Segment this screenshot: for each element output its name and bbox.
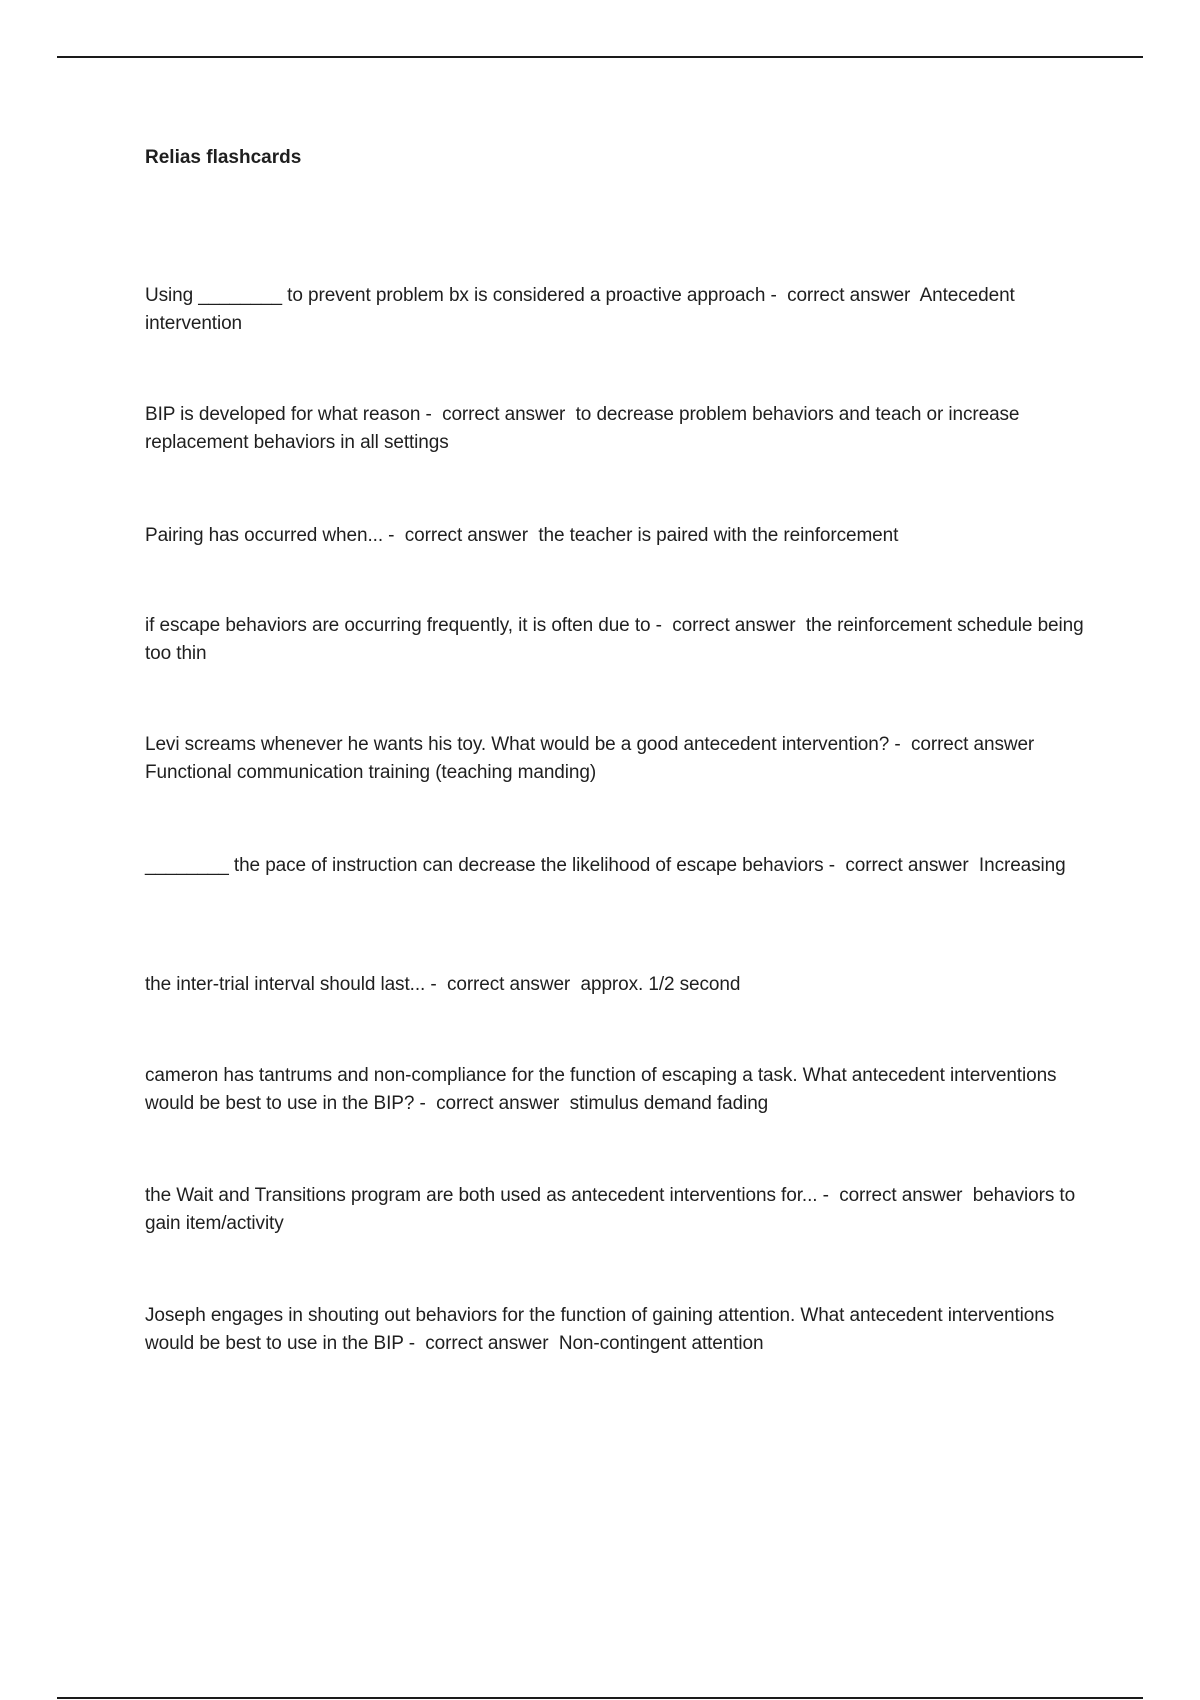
separator: - [420,404,443,425]
answer-label: correct answer [672,615,796,636]
flashcard-answer: behaviors to gain item/activity [145,1185,1081,1234]
flashcard [145,731,1090,787]
answer-label: correct answer [839,1185,963,1206]
answer-label: correct answer [845,855,969,876]
separator: - [383,525,405,546]
separator: - [425,974,447,995]
separator: - [403,1333,426,1354]
flashcard-answer: Functional communication training (teaching manding) [145,762,597,783]
flashcard-question: ________ the pace of instruction can decrease the likelihood of escape behaviors [145,855,824,876]
flashcard-question: Using ________ to prevent problem bx is considered a proactive approach [145,285,766,306]
flashcard-question: the inter-trial interval should last... [145,974,426,995]
flashcard [145,1182,1090,1238]
separator: - [765,285,788,306]
answer-label: correct answer [442,404,566,425]
top-rule [57,56,1143,58]
flashcard [145,1062,1090,1118]
flashcard-question: cameron has tantrums and non-compliance for the function of escaping a task. What antecedent interventions would be best to use in the BIP? [145,1065,1062,1114]
flashcard-answer: the teacher is paired with the reinforcement [538,525,899,546]
flashcard-question: if escape behaviors are occurring frequently, it is often due to [145,615,651,636]
flashcard-answer: Antecedent intervention [145,285,1020,334]
separator: - [889,734,911,755]
document-title: Relias flashcards [145,147,302,168]
flashcard-question: Pairing has occurred when... [145,525,383,546]
flashcard-answer: Non-contingent attention [558,1333,764,1354]
flashcard-answer: to decrease problem behaviors and teach or increase replacement behaviors in all settings [145,404,1025,453]
flashcard [145,612,1090,668]
flashcard-answer: approx. 1/2 second [580,974,741,995]
flashcard [145,401,1090,457]
flashcard-question: Levi screams whenever he wants his toy. What would be a good antecedent intervention? [145,734,890,755]
flashcard-answer: Increasing [978,855,1066,876]
flashcard [145,852,1090,880]
separator: - [817,1185,840,1206]
flashcard [145,522,1090,550]
answer-label: correct answer [446,974,571,995]
answer-label: correct answer [910,734,1035,755]
flashcard [145,282,1090,338]
flashcard-answer: stimulus demand fading [569,1093,769,1114]
flashcard-question: the Wait and Transitions program are both used as antecedent interventions for... [145,1185,818,1206]
flashcard-answer: the reinforcement schedule being too thin [145,615,1089,664]
answer-label: correct answer [404,525,528,546]
flashcard [145,1302,1090,1358]
separator: - [823,855,846,876]
flashcard-question: Joseph engages in shouting out behaviors for the function of gaining attention. What antecedent interventions would be best to use in the BIP [145,1305,1060,1354]
separator: - [414,1093,437,1114]
answer-label: correct answer [425,1333,549,1354]
answer-label: correct answer [436,1093,560,1114]
flashcard-question: BIP is developed for what reason [145,404,421,425]
separator: - [650,615,673,636]
bottom-rule [57,1697,1143,1699]
flashcard [145,971,1090,999]
answer-label: correct answer [787,285,911,306]
